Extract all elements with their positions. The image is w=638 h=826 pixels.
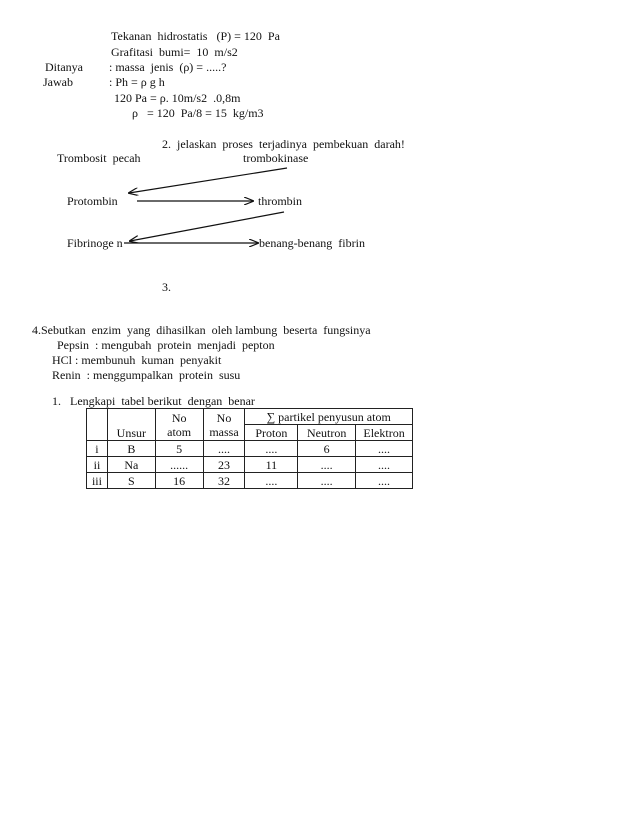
cell-index: ii — [87, 457, 108, 473]
question-4-title: 4.Sebutkan enzim yang dihasilkan oleh lambung beserta fungsinya — [32, 323, 371, 337]
header-index — [87, 409, 108, 441]
header-no-atom-line1: No — [171, 410, 187, 425]
header-no-massa — [203, 409, 245, 441]
enzyme-item: HCl : membunuh kuman penyakit — [52, 353, 222, 367]
asked-text: : massa jenis (ρ) = .....? — [109, 60, 227, 74]
known-pressure: Tekanan hidrostatis (P) = 120 Pa — [111, 29, 280, 43]
label-protombin: Protombin — [67, 194, 118, 208]
header-no-atom-line2: atom — [167, 424, 192, 439]
arrow-trombokinase-to-protombin — [129, 168, 287, 193]
cell-proton: 11 — [245, 457, 298, 473]
table-header-row — [87, 409, 413, 425]
answer-formula: : Ph = ρ g h — [109, 75, 165, 89]
cell-index: i — [87, 441, 108, 457]
header-proton: Proton — [245, 425, 298, 441]
header-no-massa-line2: massa — [209, 424, 239, 439]
header-neutron: Neutron — [298, 425, 356, 441]
cell-elektron: .... — [356, 457, 413, 473]
label-fibrinogen: Fibrinoge n — [67, 236, 123, 250]
cell-neutron: 6 — [298, 441, 356, 457]
table-question-title: 1. Lengkapi tabel berikut dengan benar — [52, 394, 255, 408]
enzyme-item: Renin : menggumpalkan protein susu — [52, 368, 241, 382]
header-unsur: Unsur — [107, 409, 155, 441]
asked-label: Ditanya — [45, 60, 83, 74]
cell-elektron: .... — [356, 441, 413, 457]
known-gravity: Grafitasi bumi= 10 m/s2 — [111, 45, 238, 59]
arrow-thrombin-to-fibrinogen — [130, 212, 284, 241]
header-elektron: Elektron — [356, 425, 413, 441]
cell-no-massa: 32 — [203, 473, 245, 489]
question-2-title: 2. jelaskan proses terjadinya pembekuan darah! — [162, 137, 405, 151]
answer-label: Jawab — [43, 75, 73, 89]
atom-table — [86, 408, 413, 489]
cell-neutron: .... — [298, 457, 356, 473]
header-no-massa-line1: No — [216, 410, 232, 425]
cell-no-massa: 23 — [203, 457, 245, 473]
cell-index: iii — [87, 473, 108, 489]
cell-unsur: S — [107, 473, 155, 489]
label-thrombin: thrombin — [258, 194, 302, 208]
cell-no-atom: 16 — [155, 473, 203, 489]
cell-proton: .... — [245, 473, 298, 489]
question-3-number: 3. — [162, 280, 171, 294]
cell-no-atom: 5 — [155, 441, 203, 457]
cell-no-massa: .... — [203, 441, 245, 457]
table-row — [87, 441, 413, 457]
table-row — [87, 473, 413, 489]
cell-elektron: .... — [356, 473, 413, 489]
cell-neutron: .... — [298, 473, 356, 489]
cell-no-atom: ...... — [155, 457, 203, 473]
cell-unsur: Na — [107, 457, 155, 473]
label-fibrin: benang-benang fibrin — [259, 236, 365, 250]
label-trombokinase: trombokinase — [243, 151, 309, 165]
table-row — [87, 457, 413, 473]
answer-step-1: 120 Pa = ρ. 10m/s2 .0,8m — [114, 91, 241, 105]
header-particle-group: ∑ partikel penyusun atom — [245, 409, 413, 425]
answer-step-2: ρ = 120 Pa/8 = 15 kg/m3 — [132, 106, 264, 120]
cell-proton: .... — [245, 441, 298, 457]
header-no-atom — [155, 409, 203, 441]
label-trombosit: Trombosit pecah — [57, 151, 141, 165]
cell-unsur: B — [107, 441, 155, 457]
enzyme-item: Pepsin : mengubah protein menjadi pepton — [57, 338, 275, 352]
